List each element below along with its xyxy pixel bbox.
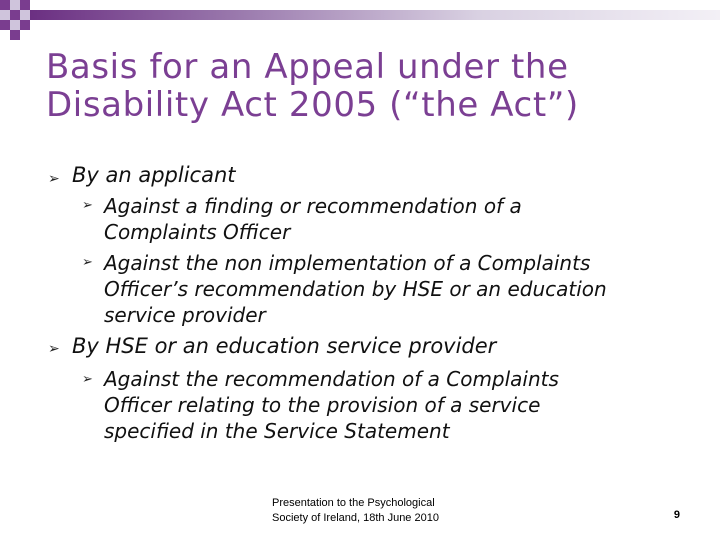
- title-line: Disability Act 2005 (“the Act”): [46, 85, 579, 125]
- bullet-level2-line: Officer’s recommendation by HSE or an education: [104, 277, 607, 301]
- bullet-level2-line: Complaints Officer: [104, 220, 291, 244]
- slide-footer: [272, 496, 472, 526]
- bullet-level1: By an applicant: [72, 163, 236, 187]
- bullet-level2-line: Against a finding or recommendation of a: [104, 194, 522, 218]
- bullet-level2-line: specified in the Service Statement: [104, 419, 450, 443]
- bullet-level2-line: Against the recommendation of a Complaints: [104, 367, 559, 391]
- bullet-level2-line: Against the non implementation of a Complaints: [104, 251, 591, 275]
- arrowhead-bullet-icon: ➢: [82, 372, 93, 387]
- bullet-level2-line: service provider: [104, 303, 266, 327]
- footer-line: Presentation to the Psychological: [272, 497, 435, 509]
- bullet-level1: By HSE or an education service provider: [72, 334, 497, 358]
- arrowhead-bullet-icon: ➢: [48, 341, 60, 357]
- bullet-level2-line: Officer relating to the provision of a service: [104, 393, 541, 417]
- page-number: 9: [673, 509, 680, 521]
- arrowhead-bullet-icon: ➢: [48, 171, 60, 187]
- arrowhead-bullet-icon: ➢: [82, 255, 93, 270]
- footer-line: Society of Ireland, 18th June 2010: [272, 512, 439, 524]
- arrowhead-bullet-icon: ➢: [82, 198, 93, 213]
- title-line: Basis for an Appeal under the: [46, 47, 569, 87]
